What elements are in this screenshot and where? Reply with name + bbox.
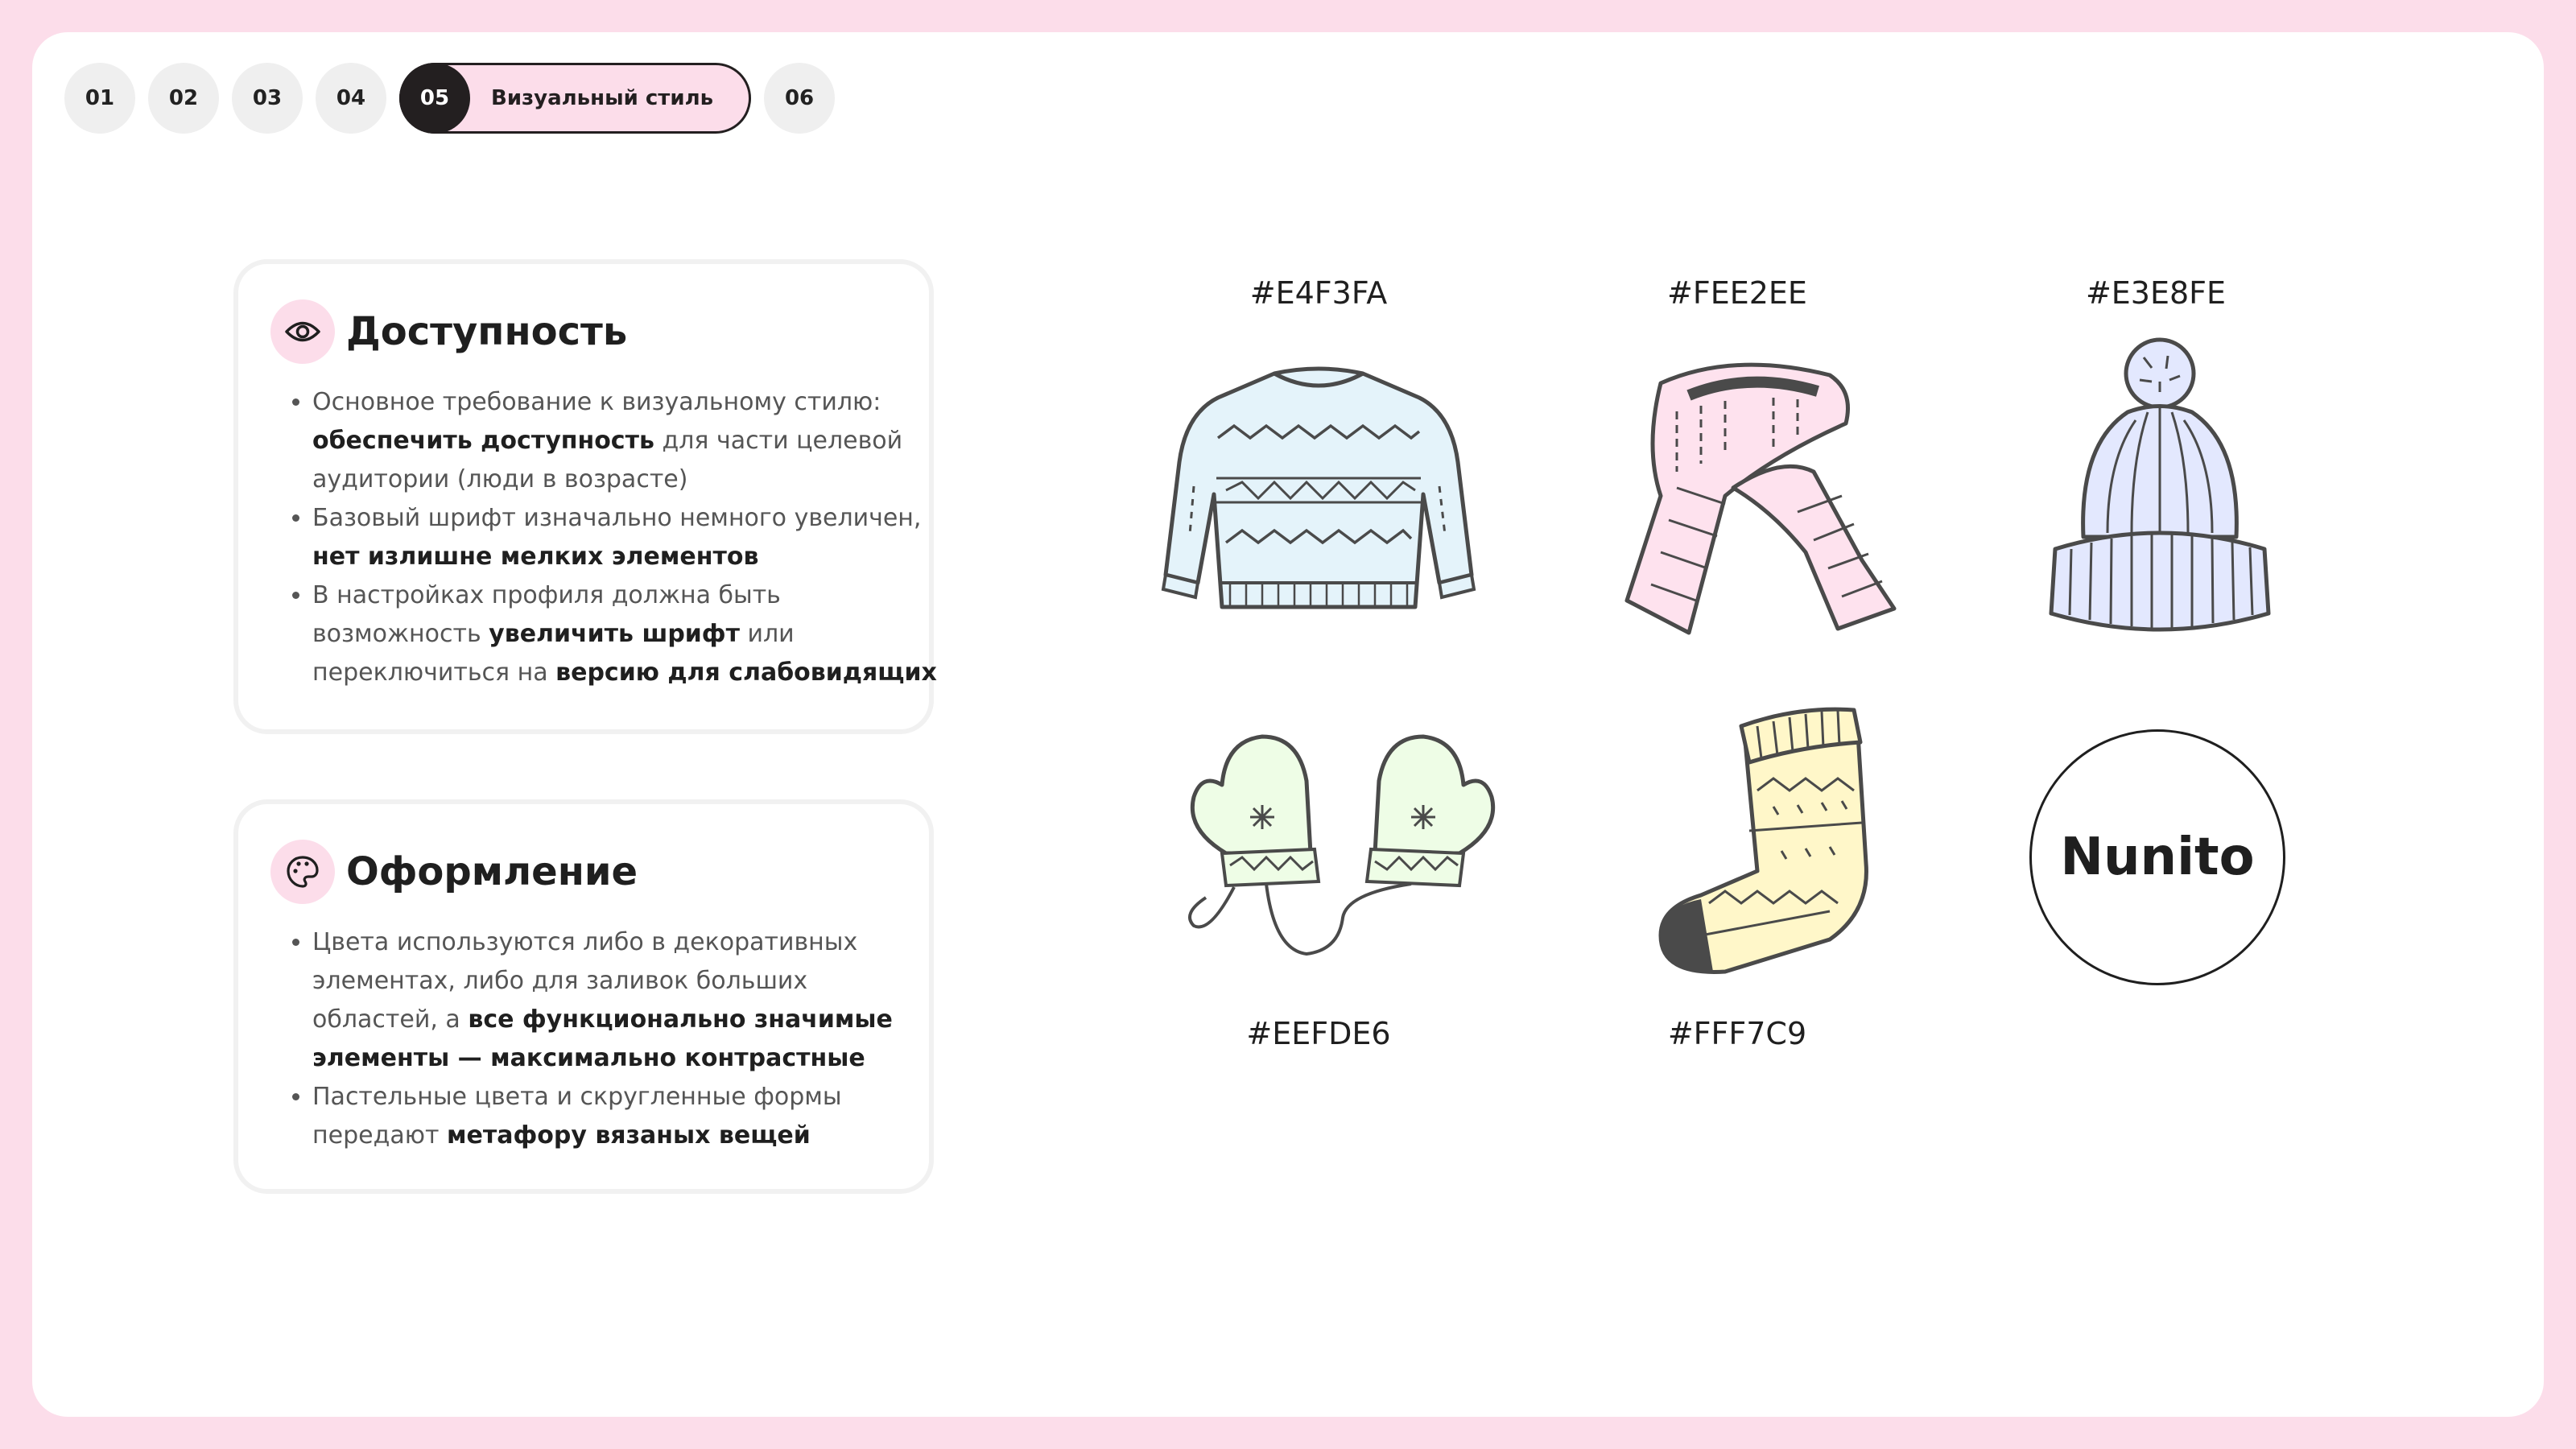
step-05-active[interactable] — [399, 63, 751, 134]
scarf-color-label: #FEE2EE — [1667, 275, 1807, 311]
sweater-color-label: #E4F3FA — [1249, 275, 1388, 311]
step-03[interactable]: 03 — [232, 63, 303, 134]
accessibility-list — [280, 383, 940, 692]
hat-illustration — [2031, 332, 2289, 646]
mittens-illustration — [1178, 708, 1508, 974]
mittens-color-label: #EEFDE6 — [1246, 1016, 1391, 1051]
eye-icon — [270, 299, 335, 364]
sock-color-label: #FFF7C9 — [1667, 1016, 1807, 1051]
step-05-number: 05 — [399, 63, 470, 134]
sweater-illustration — [1154, 341, 1484, 639]
accessibility-card-header — [270, 299, 627, 364]
accessibility-card — [233, 259, 937, 734]
step-05-label: Визуальный стиль — [491, 86, 714, 110]
font-sample-name: Nunito — [2060, 828, 2255, 887]
design-list — [280, 923, 940, 1155]
accessibility-title: Доступность — [346, 309, 628, 354]
slide-frame — [32, 32, 2544, 1417]
list-item: • Цвета используются либо в декоративных элементах, либо для заливок больших областей, а все функционально значимые элементы — максимально контрастные — [312, 923, 940, 1078]
font-sample-circle — [2029, 729, 2285, 985]
design-card — [233, 799, 934, 1194]
list-item: • Пастельные цвета и скругленные формы передают метафору вязаных вещей — [312, 1078, 940, 1155]
step-01[interactable]: 01 — [64, 63, 135, 134]
scarf-illustration — [1612, 335, 1918, 641]
design-title: Оформление — [346, 849, 638, 894]
step-02[interactable]: 02 — [148, 63, 219, 134]
step-04[interactable]: 04 — [316, 63, 386, 134]
design-card-header — [270, 840, 638, 904]
list-item: • Базовый шрифт изначально немного увеличен, нет излишне мелких элементов — [312, 499, 940, 576]
sock-illustration — [1637, 702, 1894, 984]
step-navigation — [64, 63, 835, 134]
list-item: • В настройках профиля должна быть возможность увеличить шрифт или переключиться на версию для слабовидящих — [312, 576, 940, 692]
list-item: • Основное требование к визуальному стилю: обеспечить доступность для части целевой аудитории (люди в возрасте) — [312, 383, 940, 499]
palette-icon — [270, 840, 335, 904]
hat-color-label: #E3E8FE — [2085, 275, 2227, 311]
step-06[interactable]: 06 — [764, 63, 835, 134]
